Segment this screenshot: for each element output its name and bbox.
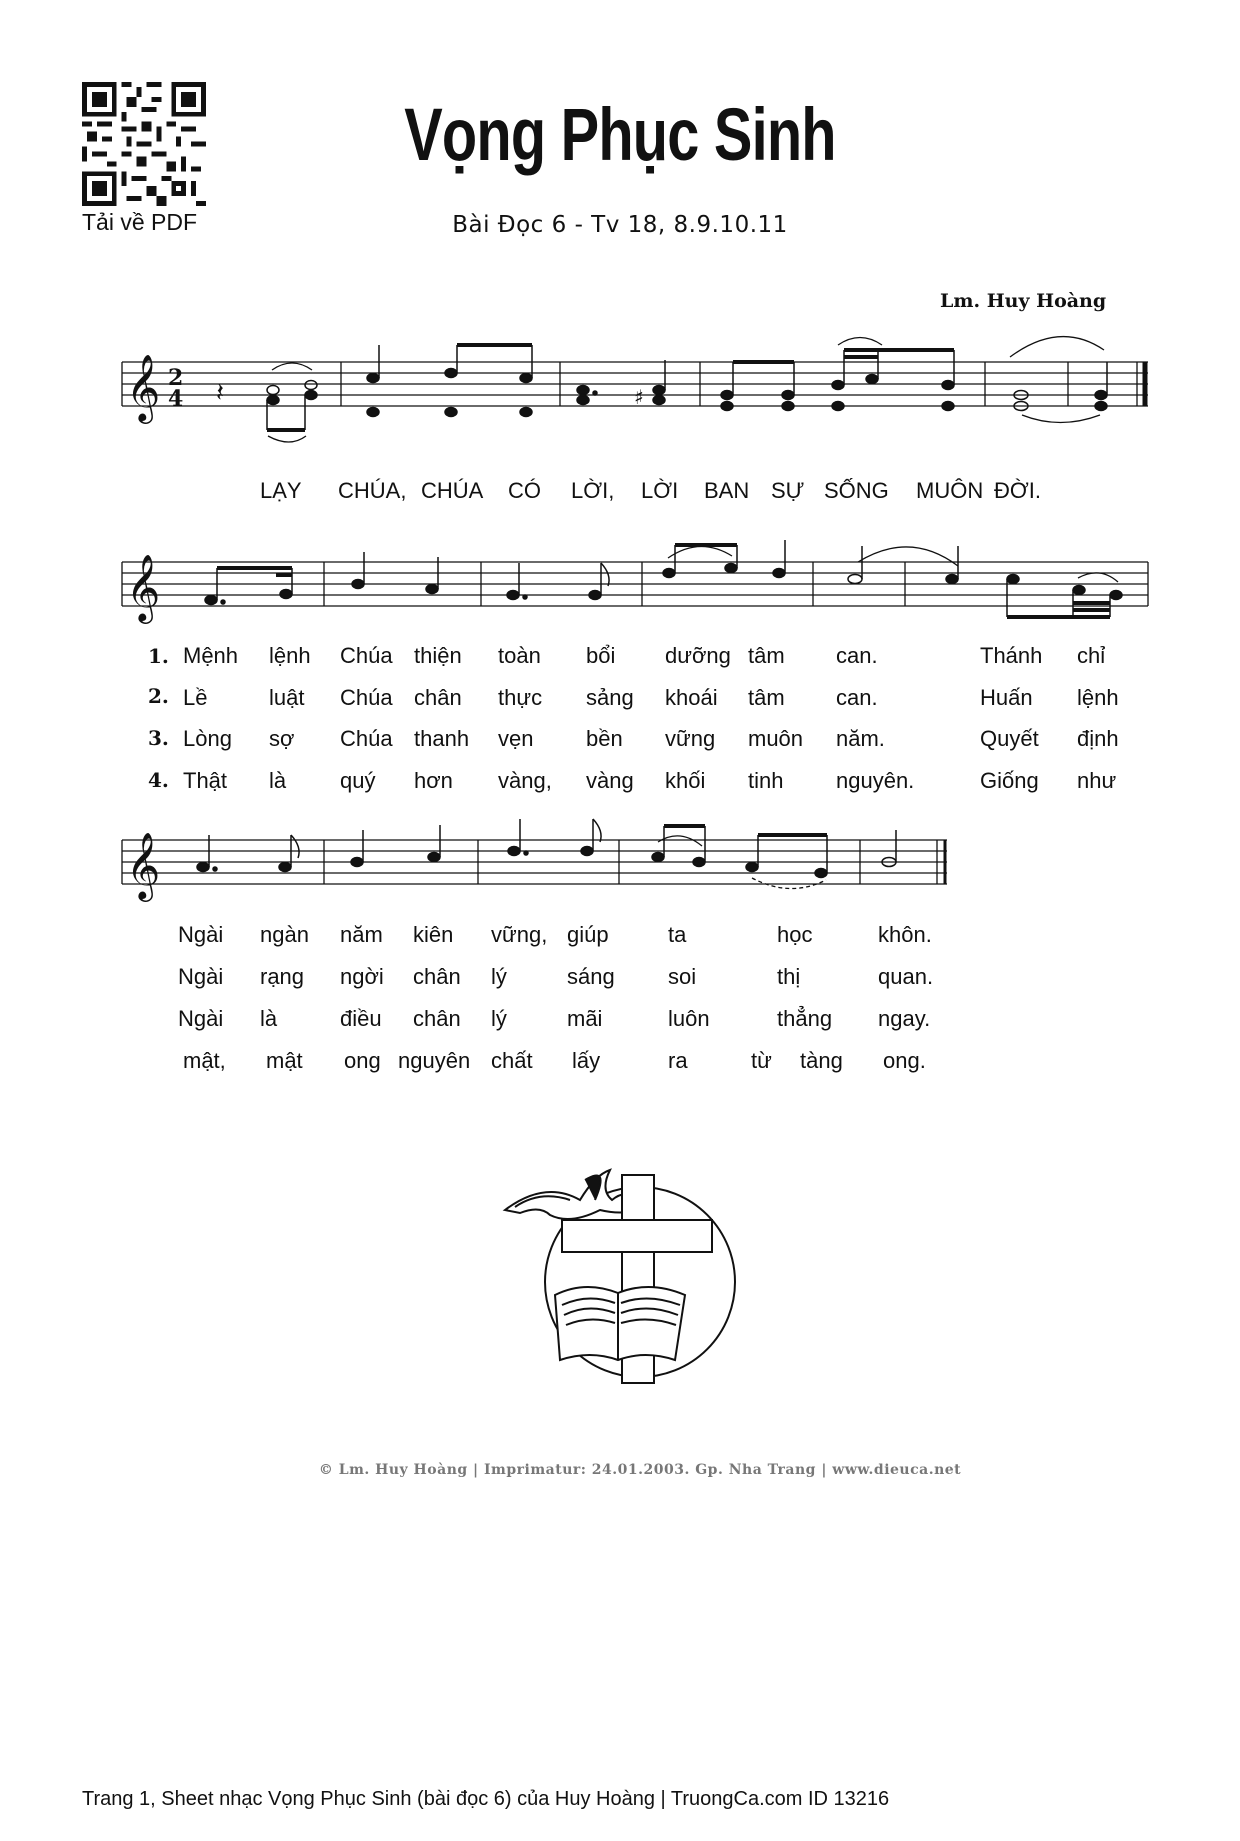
verse-word: luật — [269, 685, 305, 710]
refrain-word: MUÔN — [916, 478, 984, 503]
verse-number: 2. — [148, 684, 169, 708]
verse-word: nguyên — [398, 1048, 471, 1073]
staff-1-slurs — [268, 337, 1104, 442]
verse-word: là — [269, 768, 287, 793]
treble-clef-3: 𝄞 — [126, 831, 161, 899]
verse-word: thẳng — [777, 1006, 833, 1031]
refrain-word: LỜI, — [571, 478, 615, 503]
verse-word: muôn — [748, 726, 804, 751]
download-pdf-label[interactable]: Tải về PDF — [82, 209, 198, 235]
verse-word: khối — [665, 768, 706, 793]
refrain-word: BAN — [704, 478, 750, 503]
verse-number: 1. — [148, 644, 169, 668]
verse-word: học — [777, 922, 813, 947]
verse-word: chất — [491, 1048, 533, 1073]
verse-word: Thánh — [980, 643, 1043, 668]
verse-word: tâm — [748, 685, 785, 710]
verse-word: thực — [498, 685, 543, 710]
time-sig-bottom: 4 — [168, 386, 184, 412]
verse-word: lấy — [572, 1048, 601, 1073]
verse-word: toàn — [498, 643, 541, 668]
verse-word: sảng — [586, 685, 634, 710]
verse-word: Giống — [980, 768, 1039, 793]
refrain-word: LỜI — [641, 478, 679, 503]
verse-word: hơn — [414, 768, 453, 793]
verse-word: như — [1077, 768, 1117, 793]
refrain-word: LẠY — [260, 478, 302, 503]
refrain-word: CÓ — [508, 478, 541, 503]
verse-word: chân — [413, 1006, 461, 1031]
verse-word: năm. — [836, 726, 885, 751]
verse-word: sợ — [269, 726, 295, 751]
staff-1-notes — [216, 345, 1107, 430]
verse-word: quan. — [878, 964, 934, 989]
verse-word: bền — [586, 726, 623, 751]
verse-word: can. — [836, 685, 878, 710]
refrain-word: SỰ — [771, 478, 805, 503]
copyright-footer: © Lm. Huy Hoàng | Imprimatur: 24.01.2003. Gp. Nha Trang | www.dieuca.net — [318, 1462, 962, 1478]
verse-word: lệnh — [1077, 685, 1119, 710]
verse-word: vàng, — [498, 768, 552, 793]
verse-word: tàng — [800, 1048, 843, 1073]
verse-word: ta — [668, 922, 687, 947]
verse-word: vững — [665, 726, 716, 751]
song-subtitle: Bài Đọc 6 - Tv 18, 8.9.10.11 — [452, 212, 788, 238]
verse-word: năm — [340, 922, 383, 947]
verse-word: vẹn — [498, 726, 534, 751]
verse-word: dưỡng — [665, 643, 731, 668]
verse-word: sáng — [567, 964, 615, 989]
verse-word: lý — [491, 1006, 507, 1031]
verse-word: điều — [340, 1006, 382, 1031]
verse-word: khôn. — [878, 922, 932, 947]
verse-word: thiện — [414, 643, 462, 668]
verse-word: bổi — [586, 643, 616, 668]
verse-word: Huấn — [980, 685, 1033, 710]
verse-word: vàng — [586, 768, 634, 793]
verse-word: soi — [668, 964, 697, 989]
staff-3-notes — [197, 819, 896, 878]
verse-word: là — [260, 1006, 278, 1031]
verse-word: rạng — [260, 964, 305, 989]
verse-word: vững, — [491, 922, 548, 947]
verse-word: chân — [413, 964, 461, 989]
verse-word: ong — [344, 1048, 381, 1073]
verse-word: Lề — [183, 685, 208, 710]
treble-clef-2: 𝄞 — [126, 553, 161, 621]
verse-word: định — [1077, 726, 1119, 751]
verse-word: Ngài — [178, 1006, 224, 1031]
verse-word: tâm — [748, 643, 785, 668]
refrain-word: ĐỜI. — [994, 478, 1041, 503]
verse-word: chỉ — [1077, 643, 1106, 668]
refrain-word: SỐNG — [824, 478, 889, 503]
verse-word: giúp — [567, 922, 609, 947]
dove-cross-bible-logo — [500, 1165, 745, 1390]
verse-number: 3. — [148, 726, 169, 750]
verse-word: ngay. — [878, 1006, 931, 1031]
verse-word: lý — [491, 964, 507, 989]
svg-text:𝄽: 𝄽 — [216, 378, 224, 408]
svg-text:♯: ♯ — [634, 385, 644, 409]
verse-word: can. — [836, 643, 878, 668]
verse-word: Chúa — [340, 643, 393, 668]
verse-word: mật — [266, 1048, 303, 1073]
verse-word: ra — [668, 1048, 688, 1073]
verse-word: Ngài — [178, 922, 224, 947]
verse-word: kiên — [413, 922, 454, 947]
verse-word: quý — [340, 768, 376, 793]
verse-word: nguyên. — [836, 768, 915, 793]
refrain-word: CHÚA, — [338, 478, 407, 503]
verse-word: lệnh — [269, 643, 311, 668]
verse-word: ngàn — [260, 922, 309, 947]
song-title: Vọng Phục Sinh — [404, 93, 836, 176]
page-footer: Trang 1, Sheet nhạc Vọng Phục Sinh (bài đọc 6) của Huy Hoàng | TruongCa.com ID 13216 — [82, 1788, 890, 1810]
verse-word: khoái — [665, 685, 718, 710]
verse-word: mãi — [567, 1006, 603, 1031]
verse-word: từ — [751, 1048, 772, 1073]
verse-word: thanh — [414, 726, 470, 751]
verse-word: thị — [777, 964, 801, 989]
verse-number: 4. — [148, 768, 169, 792]
verse-word: Mệnh — [183, 643, 239, 668]
treble-clef: 𝄞 — [126, 353, 161, 421]
refrain-word: CHÚA — [421, 478, 484, 503]
verse-word: tinh — [748, 768, 784, 793]
composer: Lm. Huy Hoàng — [940, 290, 1107, 312]
verse-word: Quyết — [980, 726, 1039, 751]
verse-word: luôn — [668, 1006, 710, 1031]
verse-word: Chúa — [340, 726, 393, 751]
verse-word: Ngài — [178, 964, 224, 989]
verse-word: ngời — [340, 964, 384, 989]
verse-word: ong. — [883, 1048, 926, 1073]
verse-word: Chúa — [340, 685, 393, 710]
verse-word: chân — [414, 685, 462, 710]
time-sig-top: 2 — [168, 365, 184, 391]
verse-word: mật, — [183, 1048, 226, 1073]
verse-word: Thật — [183, 768, 228, 793]
verse-word: Lòng — [183, 726, 232, 751]
